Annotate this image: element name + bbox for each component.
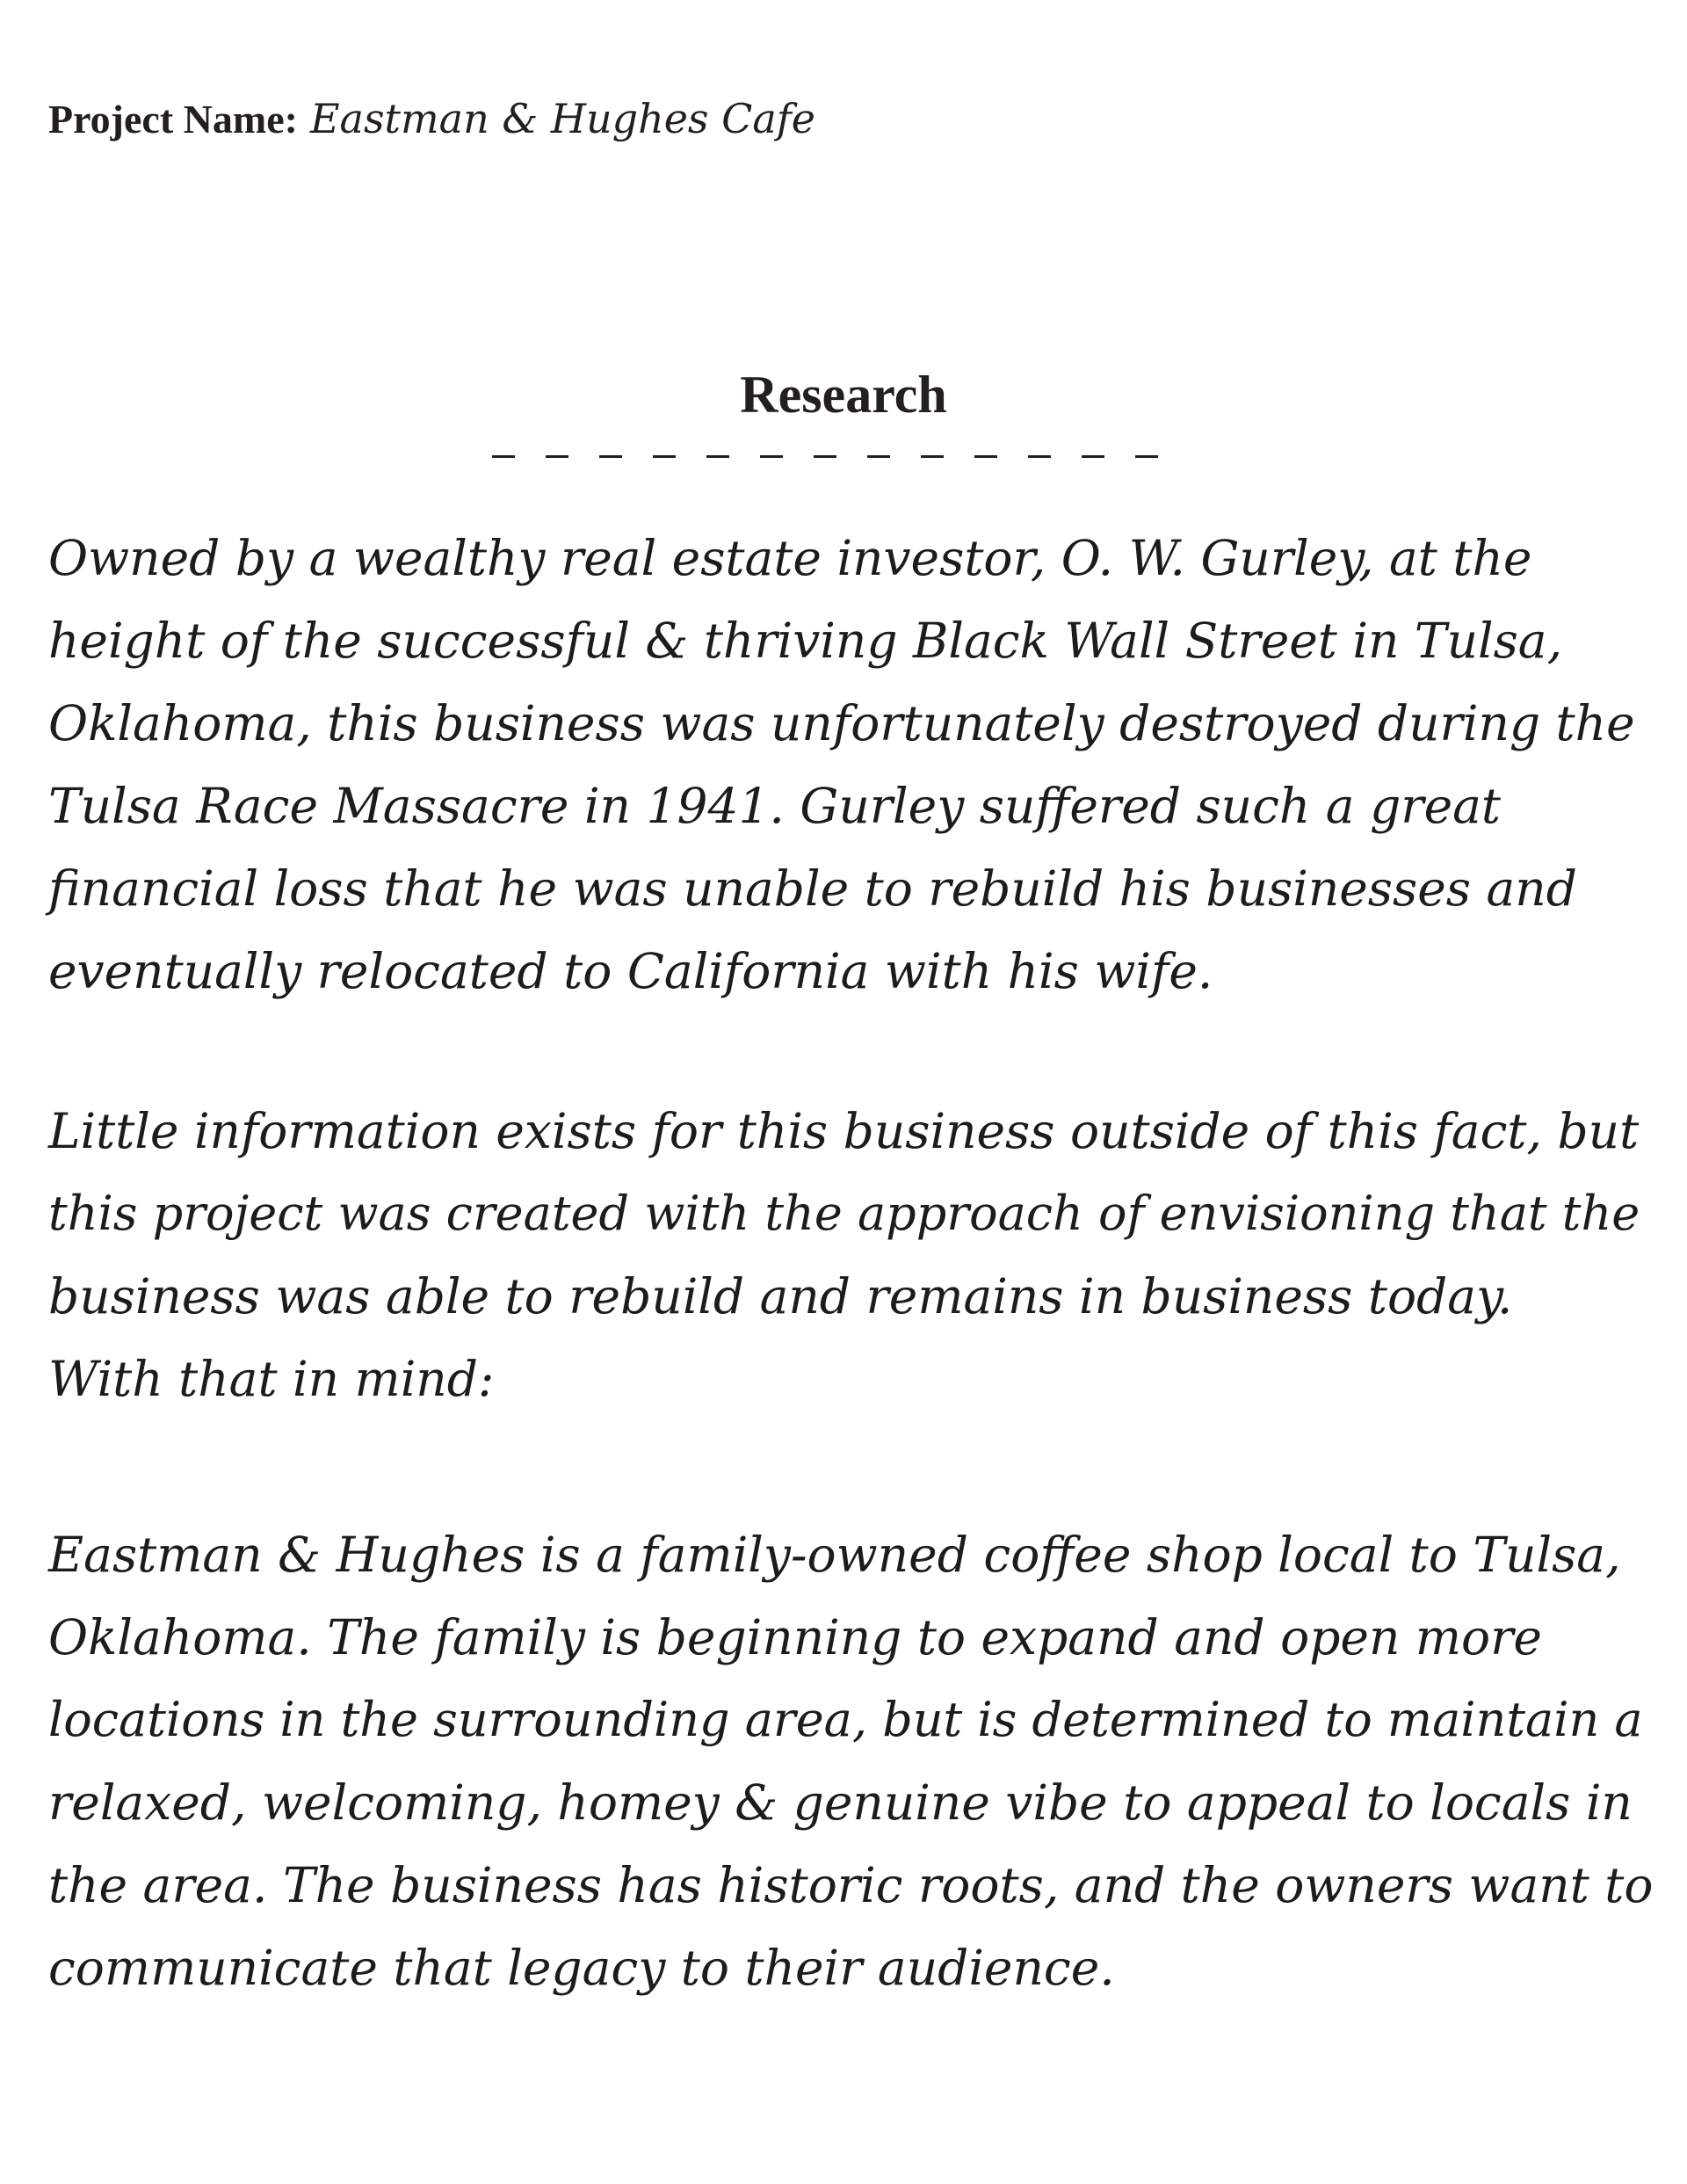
divider-dash	[599, 455, 622, 458]
divider-dash	[653, 455, 676, 458]
divider-dash	[921, 455, 944, 458]
divider-dash	[974, 455, 997, 458]
divider-dash	[1082, 455, 1104, 458]
paragraph-line: locations in the surrounding area, but is determined to maintain a	[48, 1692, 1643, 1747]
paragraph-line: Oklahoma, this business was unfortunately destroyed during the	[48, 695, 1635, 751]
dashed-divider	[492, 455, 1195, 459]
paragraph-line: relaxed, welcoming, homey & genuine vibe to appeal to locals in	[48, 1774, 1633, 1831]
project-name-line	[48, 95, 815, 156]
divider-dash	[814, 455, 836, 458]
divider-dash	[1135, 455, 1158, 458]
paragraph-line: the area. The business has historic roots, and the owners want to	[48, 1857, 1654, 1913]
paragraph-line: eventually relocated to California with his wife.	[48, 943, 1213, 999]
section-title: Research	[740, 366, 947, 424]
paragraph-line: Oklahoma. The family is beginning to expand and open more	[48, 1609, 1542, 1665]
research-paragraph	[48, 1513, 1656, 2009]
paragraph-line: communicate that legacy to their audience.	[48, 1940, 1115, 1996]
divider-dash	[867, 455, 890, 458]
divider-dash	[492, 455, 515, 458]
divider-dash	[1028, 455, 1051, 458]
paragraph-line: this project was created with the approach of envisioning that the	[48, 1186, 1640, 1241]
paragraph-line: financial loss that he was unable to rebuild his businesses and	[48, 860, 1577, 917]
project-name-label: Project Name:	[48, 97, 298, 141]
paragraph-line: Eastman & Hughes is a family-owned coffee shop local to Tulsa,	[48, 1527, 1621, 1583]
research-paragraph	[48, 517, 1656, 1012]
paragraph-line: Little information exists for this business outside of this fact, but	[48, 1103, 1640, 1159]
paragraph-line: height of the successful & thriving Black Wall Street in Tulsa,	[48, 613, 1563, 669]
divider-dash	[760, 455, 783, 458]
paragraph-line: business was able to rebuild and remains in business today.	[48, 1268, 1513, 1324]
paragraph-line: Owned by a wealthy real estate investor, O. W. Gurley, at the	[48, 530, 1532, 586]
research-paragraph	[48, 1090, 1656, 1420]
project-name-value: Eastman & Hughes Cafe	[309, 95, 816, 142]
paragraph-line: With that in mind:	[48, 1351, 495, 1407]
divider-dash	[706, 455, 729, 458]
paragraph-line: Tulsa Race Massacre in 1941. Gurley suffered such a great	[48, 778, 1502, 834]
divider-dash	[546, 455, 568, 458]
